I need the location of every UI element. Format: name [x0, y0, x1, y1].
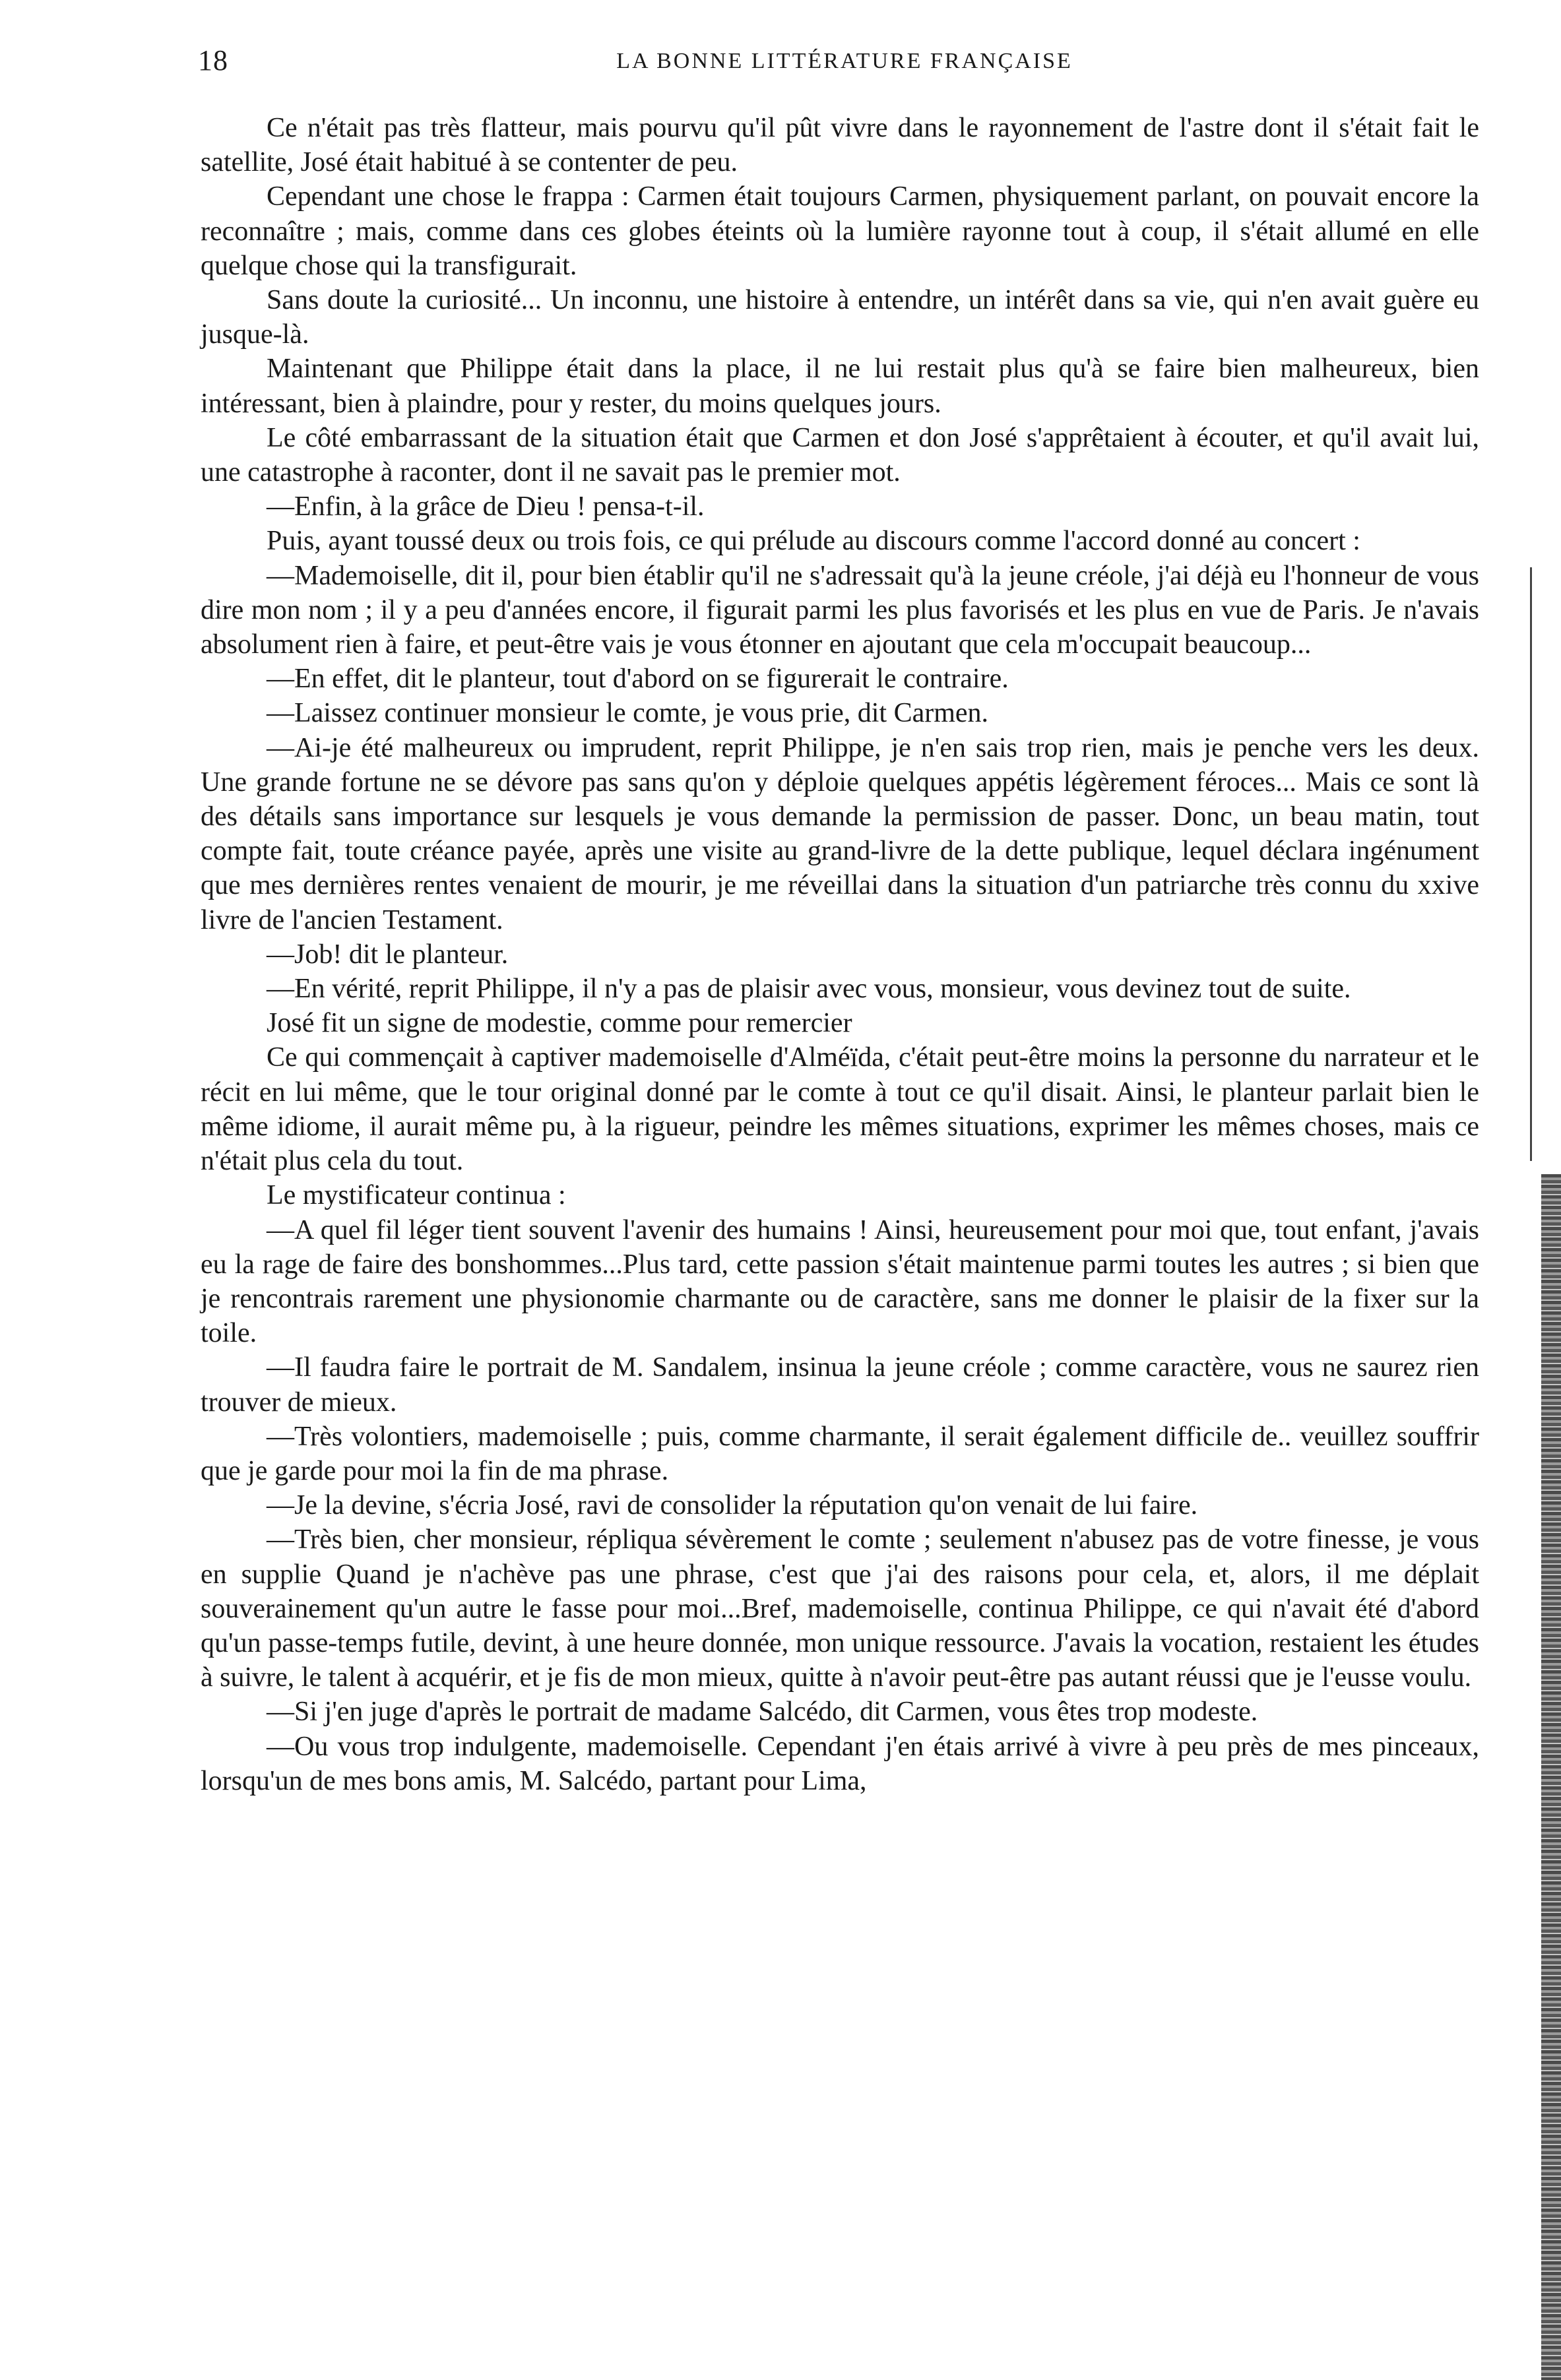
paragraph: —Ai-je été malheureux ou imprudent, reprit Philippe, je n'en sais trop rien, mais je penche vers les deux. Une grande fortune ne se dévore pas sans qu'on y déploie quelques appétis légèrement féroces... Mais ce sont là des détails sans importance sur lesquels je vous demande la permission de passer. Donc, un beau matin, tout compte fait, toute créance payée, après une visite au grand-livre de la dette publique, lequel déclara ingénument que mes dernières rentes venaient de mourir, je me réveillai dans la situation d'un patriarche très connu du xxive livre de l'ancien Testament.	[201, 732, 1479, 935]
paragraph: Ce n'était pas très flatteur, mais pourvu qu'il pût vivre dans le rayonnement de l'astre dont il s'était fait le satellite, José était habitué à se contenter de peu.	[201, 113, 1479, 178]
running-head-title: LA BONNE LITTÉRATURE FRANÇAISE	[616, 49, 1073, 73]
paragraph: —Laissez continuer monsieur le comte, je vous prie, dit Carmen.	[267, 698, 989, 729]
paragraph: Le mystificateur continua :	[267, 1180, 566, 1211]
paragraph: Maintenant que Philippe était dans la place, il ne lui restait plus qu'à se faire bien malheureux, bien intéressant, bien à plaindre, pour y rester, du moins quelques jours.	[201, 354, 1479, 419]
paragraph: —Je la devine, s'écria José, ravi de consolider la réputation qu'on venait de lui faire.	[267, 1490, 1198, 1521]
paragraph: —Si j'en juge d'après le portrait de madame Salcédo, dit Carmen, vous êtes trop modeste.	[267, 1697, 1258, 1728]
paragraph: —Il faudra faire le portrait de M. Sandalem, insinua la jeune créole ; comme caractère, vous ne saurez rien trouver de mieux.	[201, 1352, 1479, 1418]
paragraph: —En vérité, reprit Philippe, il n'y a pas de plaisir avec vous, monsieur, vous devinez tout de suite.	[267, 974, 1351, 1005]
paragraph: —Job! dit le planteur.	[267, 939, 509, 970]
paragraph: Cependant une chose le frappa : Carmen était toujours Carmen, physiquement parlant, on pouvait encore la reconnaître ; mais, comme dans ces globes éteints où la lumière rayonne tout à coup, il s'était allumé en elle quelque chose qui la transfigurait.	[201, 181, 1479, 281]
paragraph: —Mademoiselle, dit il, pour bien établir qu'il ne s'adressait qu'à la jeune créole, j'ai déjà eu l'honneur de vous dire mon nom ; il y a peu d'années encore, il figurait parmi les plus favorisés et les plus en vue de Paris. Je n'avais absolument rien à faire, et peut-être vais je vous étonner en ajoutant que cela m'occupait beaucoup...	[201, 560, 1479, 660]
running-head	[198, 44, 1491, 90]
paragraph: Ce qui commençait à captiver mademoiselle d'Alméïda, c'était peut-être moins la personne du narrateur et le récit en lui même, que le tour original donné par le comte à tout ce qu'il disait. Ainsi, le planteur parlait bien le même idiome, il aurait même pu, à la rigueur, peindre les mêmes situations, exprimer les mêmes choses, mais ce n'était plus cela du tout.	[201, 1042, 1479, 1177]
paragraph: —Très bien, cher monsieur, répliqua sévèrement le comte ; seulement n'abusez pas de votre finesse, je vous en supplie Quand je n'achève pas une phrase, c'est que j'ai des raisons pour cela, et, alors, il me déplait souverainement qu'un autre le fasse pour moi...Bref, mademoiselle, continua Philippe, ce qui n'avait été d'abord qu'un passe-temps futile, devint, à une heure donnée, mon unique ressource. J'avais la vocation, restaient les études à suivre, le talent à acquérir, et je fis de mon mieux, quitte à n'avoir peut-être pas autant réussi que je l'eusse voulu.	[201, 1524, 1479, 1693]
paragraph: —Très volontiers, mademoiselle ; puis, comme charmante, il serait également difficile de.. veuillez souffrir que je garde pour moi la fin de ma phrase.	[201, 1421, 1479, 1486]
paragraph: Sans doute la curiosité... Un inconnu, une histoire à entendre, un intérêt dans sa vie, qui n'en avait guère eu jusque-là.	[201, 285, 1479, 350]
paragraph: Puis, ayant toussé deux ou trois fois, ce qui prélude au discours comme l'accord donné au concert :	[267, 526, 1360, 557]
paragraph: —En effet, dit le planteur, tout d'abord on se figurerait le contraire.	[267, 664, 1009, 695]
paragraph: —Enfin, à la grâce de Dieu ! pensa-t-il.	[267, 491, 705, 522]
paragraph: José fit un signe de modestie, comme pour remercier	[267, 1008, 852, 1039]
paragraph: —Ou vous trop indulgente, mademoiselle. Cependant j'en étais arrivé à vivre à peu près de mes pinceaux, lorsqu'un de mes bons amis, M. Salcédo, partant pour Lima,	[201, 1731, 1479, 1796]
paragraph: Le côté embarrassant de la situation était que Carmen et don José s'apprêtaient à écouter, et qu'il avait lui, une catastrophe à raconter, dont il ne savait pas le premier mot.	[201, 422, 1479, 488]
page-edge-line	[1530, 567, 1532, 1161]
page-edge-strip	[1541, 1174, 1561, 2380]
paragraph: —A quel fil léger tient souvent l'avenir des humains ! Ainsi, heureusement pour moi que, tout enfant, j'avais eu la rage de faire des bonshommes...Plus tard, cette passion s'était maintenue parmi toutes les autres ; si bien que je rencontrais rarement une physionomie charmante ou de caractère, sans me donner le plaisir de la fixer sur la toile.	[201, 1214, 1479, 1349]
text-body	[201, 111, 1479, 1798]
page-number: 18	[198, 44, 228, 77]
